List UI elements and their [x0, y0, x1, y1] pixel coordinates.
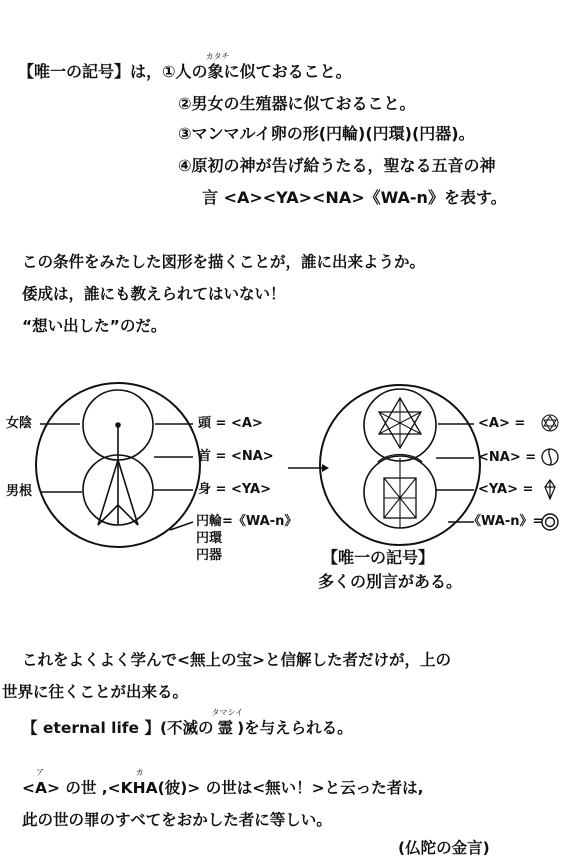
intro-line-2: ②男女の生殖器に似ておること。 [178, 94, 416, 113]
left-symbol-figure [36, 383, 200, 547]
para3-line-2: 此の世の罪のすべてをおかした者に等しい。 [22, 811, 332, 829]
caption-subtitle: 多くの別言がある。 [318, 572, 463, 591]
para1-line-3: “想い出した”のだ。 [22, 317, 167, 335]
label-ring-3: 円器 [196, 548, 223, 563]
para2-line-3 [22, 708, 353, 738]
para3-ha-with-ruby: HA カ [132, 768, 158, 797]
para1-line-2: 倭成は，誰にも教えられてはいない！ [22, 285, 286, 303]
para2-line-1: これをよくよく学んで<無上の宝>と信解した者だけが，上の [22, 651, 451, 669]
label-body: 身 = <YA> [198, 482, 271, 497]
para2-line-2: 世界に往くことが出来る。 [2, 683, 189, 701]
label-male: 男根 [6, 484, 33, 499]
label-right-wan: 《WA-n》= [468, 514, 544, 529]
hexagram-circle-icon [542, 415, 558, 431]
intro-line-4: ④原初の神が告げ給うたる，聖なる五音の神 [178, 156, 496, 175]
intro-line-5: 言 <A><YA><NA>《WA-n》を表す。 [202, 188, 507, 207]
label-ring-2: 円環 [196, 531, 223, 546]
label-right-ya: <YA> = [478, 482, 534, 497]
label-neck: 首 = <NA> [198, 449, 274, 464]
label-female: 女陰 [6, 416, 33, 431]
label-right-na: <NA> = [478, 450, 537, 465]
ruby-tamashii: タマシイ [211, 708, 244, 717]
para2-line-3-post: )を与えられる。 [237, 719, 353, 737]
label-ring-1: 円輪=《WA-n》 [196, 514, 298, 529]
yin-yang-icon [542, 449, 558, 465]
label-right-a: <A> = [478, 416, 526, 431]
center-dot [116, 423, 120, 427]
intro-kanji-katachi: 象 カタチ [205, 52, 230, 81]
para3-line-1: <A ア > の世 ,<KHA カ (彼)> の世は<無い！>と云った者は, [22, 768, 424, 797]
para2-kanji-tamashii: 霊 タマシイ [211, 708, 244, 737]
caption-title: 【唯一の記号】 [322, 548, 435, 567]
para3-source: (仏陀の金言) [398, 839, 490, 857]
intro-line-1-pre: 【唯一の記号】は，①人の [18, 62, 208, 81]
para3-a-with-ruby: A ア [35, 768, 47, 797]
intro-line-3: ③マンマルイ卵の形(円輪)(円環)(円器)。 [178, 124, 475, 143]
right-symbol-figure [320, 385, 480, 545]
ruby-a: ア [36, 768, 44, 777]
spear-icon [545, 480, 555, 499]
arrow-head [322, 464, 329, 472]
double-ring-icon [542, 514, 558, 530]
para1-line-1: この条件をみたした図形を描くことが，誰に出来ようか。 [22, 253, 426, 271]
ruby-katachi: カタチ [205, 52, 230, 61]
para2-line-3-pre: 【 eternal life 】(不滅の [22, 719, 214, 737]
ruby-ka: カ [135, 768, 144, 777]
intro-line-1-post: に似ておること。 [223, 62, 352, 81]
label-head: 頭 = <A> [198, 416, 263, 431]
